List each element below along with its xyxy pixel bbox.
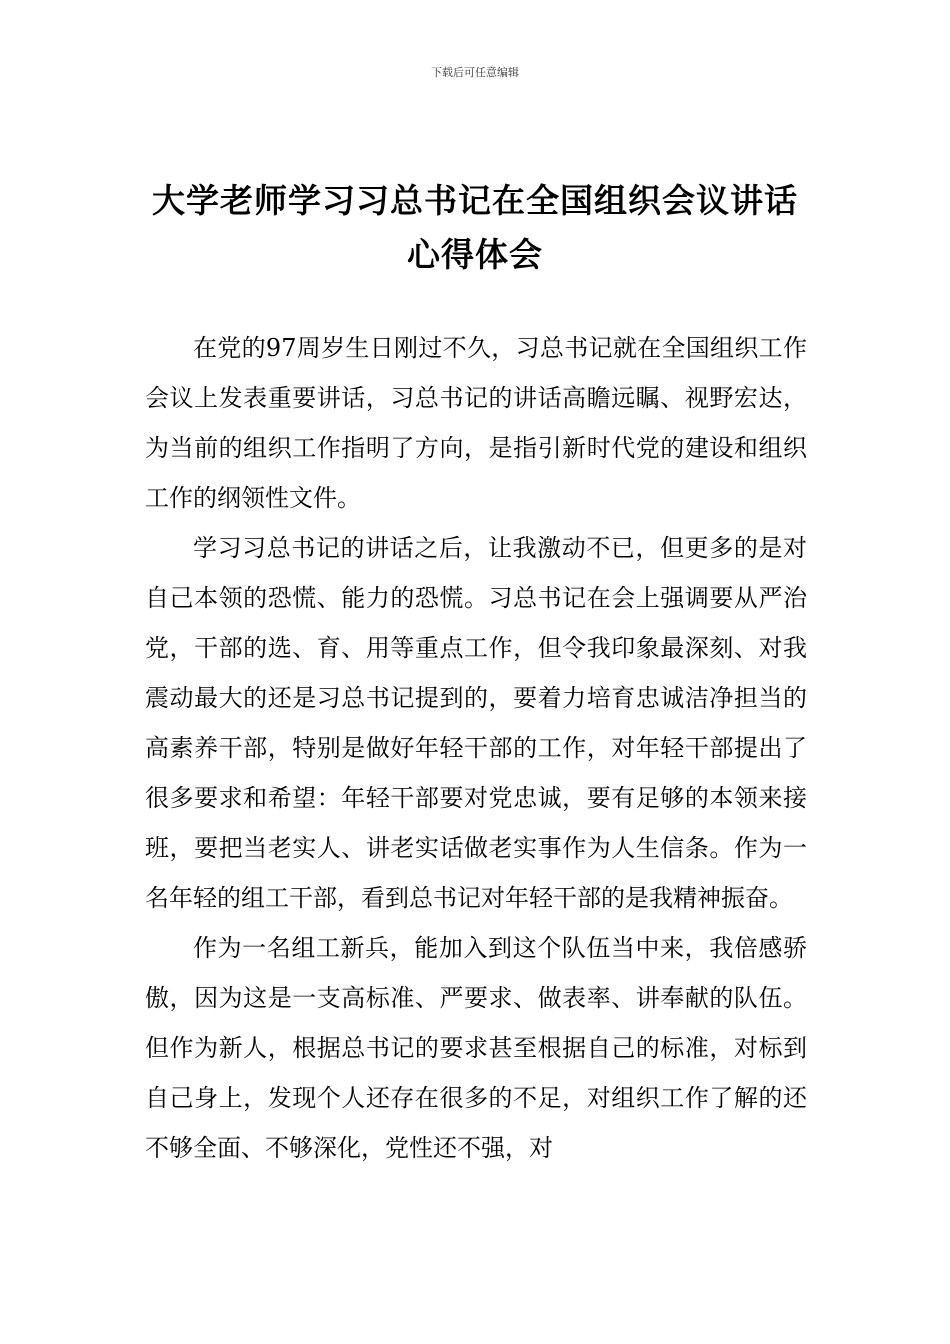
paragraph-3: 作为一名组工新兵，能加入到这个队伍当中来，我倍感骄傲，因为这是一支高标准、严要求、做表率、讲奉献的队伍。但作为新人，根据总书记的要求甚至根据自己的标准，对标到自己身上，发现个人还存在很多的不足，对组织工作了解的还不够全面、不够深化，党性还不强，对 [145,934,807,1162]
document-title: 大学老师学习习总书记在全国组织会议讲话心得体会 [152,181,798,274]
paragraph-1: 在党的97周岁生日刚过不久，习总书记就在全国组织工作会议上发表重要讲话，习总书记的讲话高瞻远瞩、视野宏达，为当前的组织工作指明了方向，是指引新时代党的建设和组织工作的纲领性文件。 [145,334,807,512]
paragraph-2: 学习习总书记的讲话之后，让我激动不已，但更多的是对自己本领的恐慌、能力的恐慌。习总书记在会上强调要从严治党，干部的选、育、用等重点工作，但令我印象最深刻、对我震动最大的还是习总书记提到的，要着力培育忠诚洁净担当的高素养干部，特别是做好年轻干部的工作，对年轻干部提出了很多要求和希望：年轻干部要对党忠诚，要有足够的本领来接班，要把当老实人、讲老实话做老实事作为人生信条。作为一名年轻的组工干部，看到总书记对年轻干部的是我精神振奋。 [145,534,807,912]
header-note: 下载后可任意编辑 [431,66,519,79]
document-body [145,323,807,1173]
